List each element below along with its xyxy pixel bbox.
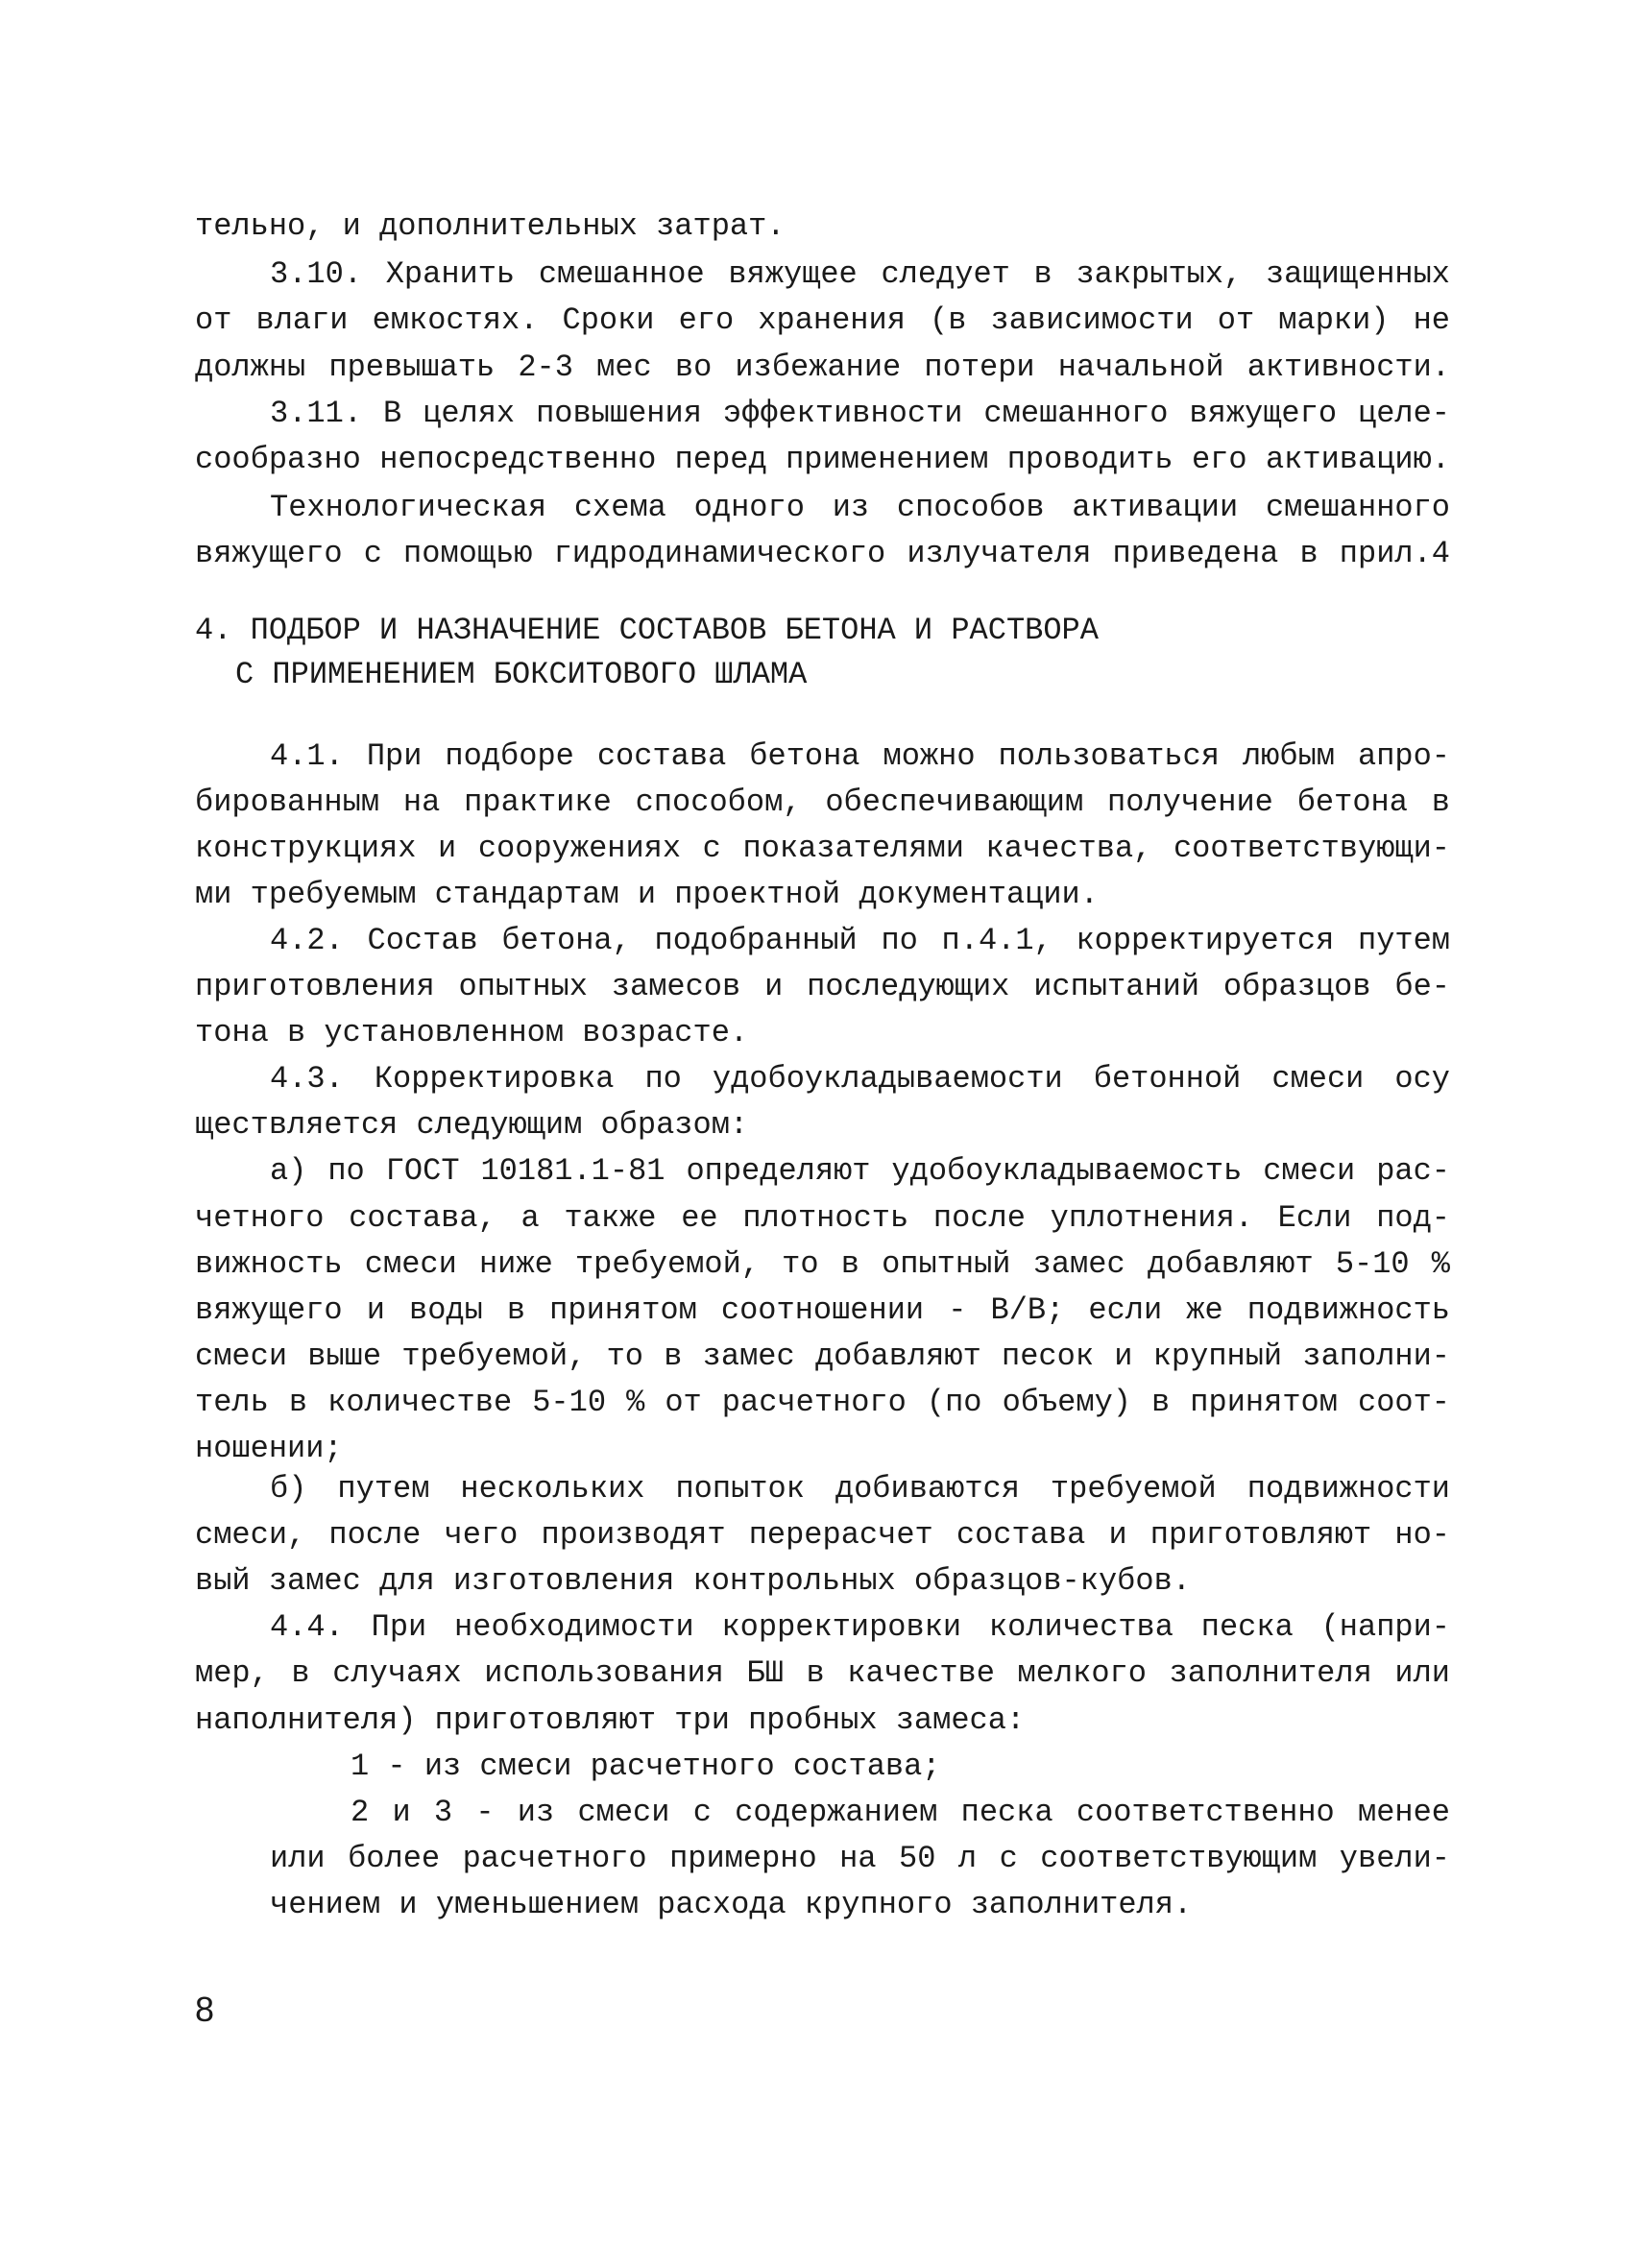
- text-line: 4.1. При подборе состава бетона можно пользоваться любым апро-: [270, 738, 1450, 774]
- text-line: вяжущего с помощью гидродинамического излучателя приведена в прил.4: [195, 536, 1450, 571]
- text-line: 4.2. Состав бетона, подобранный по п.4.1, корректируется путем: [270, 923, 1450, 958]
- text-line: наполнителя) приготовляют три пробных замеса:: [195, 1702, 1026, 1738]
- text-line: ми требуемым стандартам и проектной документации.: [195, 877, 1099, 912]
- text-line: сообразно непосредственно перед применением проводить его активацию.: [195, 442, 1450, 477]
- text-line: вяжущего и воды в принятом соотношении - В/В; если же подвижность: [195, 1292, 1450, 1328]
- text-line: смеси, после чего производят перерасчет состава и приготовляют но-: [195, 1517, 1450, 1553]
- text-line: смеси выше требуемой, то в замес добавляют песок и крупный заполни-: [195, 1339, 1450, 1374]
- text-line: мер, в случаях использования БШ в качестве мелкого заполнителя или: [195, 1655, 1450, 1691]
- text-line: или более расчетного примерно на 50 л с соответствующим увели-: [270, 1841, 1450, 1876]
- text-line: конструкциях и сооружениях с показателями качества, соответствующи-: [195, 831, 1450, 866]
- text-line: 4.3. Корректировка по удобоукладываемости бетонной смеси осу: [270, 1061, 1450, 1097]
- text-line: ношении;: [195, 1431, 343, 1466]
- text-line: 3.11. В целях повышения эффективности смешанного вяжущего целе-: [270, 396, 1450, 431]
- text-line: приготовления опытных замесов и последующих испытаний образцов бе-: [195, 969, 1450, 1004]
- text-line: ществляется следующим образом:: [195, 1107, 749, 1143]
- text-line: вый замес для изготовления контрольных образцов-кубов.: [195, 1563, 1191, 1599]
- text-line: 1 - из смеси расчетного состава;: [351, 1749, 941, 1784]
- text-line: б) путем нескольких попыток добиваются требуемой подвижности: [270, 1471, 1450, 1507]
- text-line: от влаги емкостях. Сроки его хранения (в зависимости от марки) не: [195, 302, 1450, 338]
- page-number: 8: [195, 1990, 215, 2029]
- section-heading: С ПРИМЕНЕНИЕМ БОКСИТОВОГО ШЛАМА: [235, 657, 808, 692]
- text-line: бированным на практике способом, обеспечивающим получение бетона в: [195, 784, 1450, 820]
- text-line: четного состава, а также ее плотность после уплотнения. Если под-: [195, 1200, 1450, 1236]
- text-line: вижность смеси ниже требуемой, то в опытный замес добавляют 5-10 %: [195, 1246, 1450, 1282]
- text-line: тона в установленном возрасте.: [195, 1015, 749, 1050]
- text-line: 2 и 3 - из смеси с содержанием песка соответственно менее: [351, 1795, 1450, 1830]
- text-line: тельно, и дополнительных затрат.: [195, 208, 786, 244]
- text-line: чением и уменьшением расхода крупного заполнителя.: [270, 1887, 1193, 1922]
- text-line: а) по ГОСТ 10181.1-81 определяют удобоукладываемость смеси рас-: [270, 1153, 1450, 1189]
- text-line: 3.10. Хранить смешанное вяжущее следует в закрытых, защищенных: [270, 256, 1450, 292]
- text-line: должны превышать 2-3 мес во избежание потери начальной активности.: [195, 350, 1450, 385]
- text-line: тель в количестве 5-10 % от расчетного (по объему) в принятом соот-: [195, 1385, 1450, 1420]
- section-heading: 4. ПОДБОР И НАЗНАЧЕНИЕ СОСТАВОВ БЕТОНА И РАСТВОРА: [195, 613, 1099, 648]
- text-line: Технологическая схема одного из способов активации смешанного: [270, 490, 1450, 525]
- text-line: 4.4. При необходимости корректировки количества песка (напри-: [270, 1609, 1450, 1645]
